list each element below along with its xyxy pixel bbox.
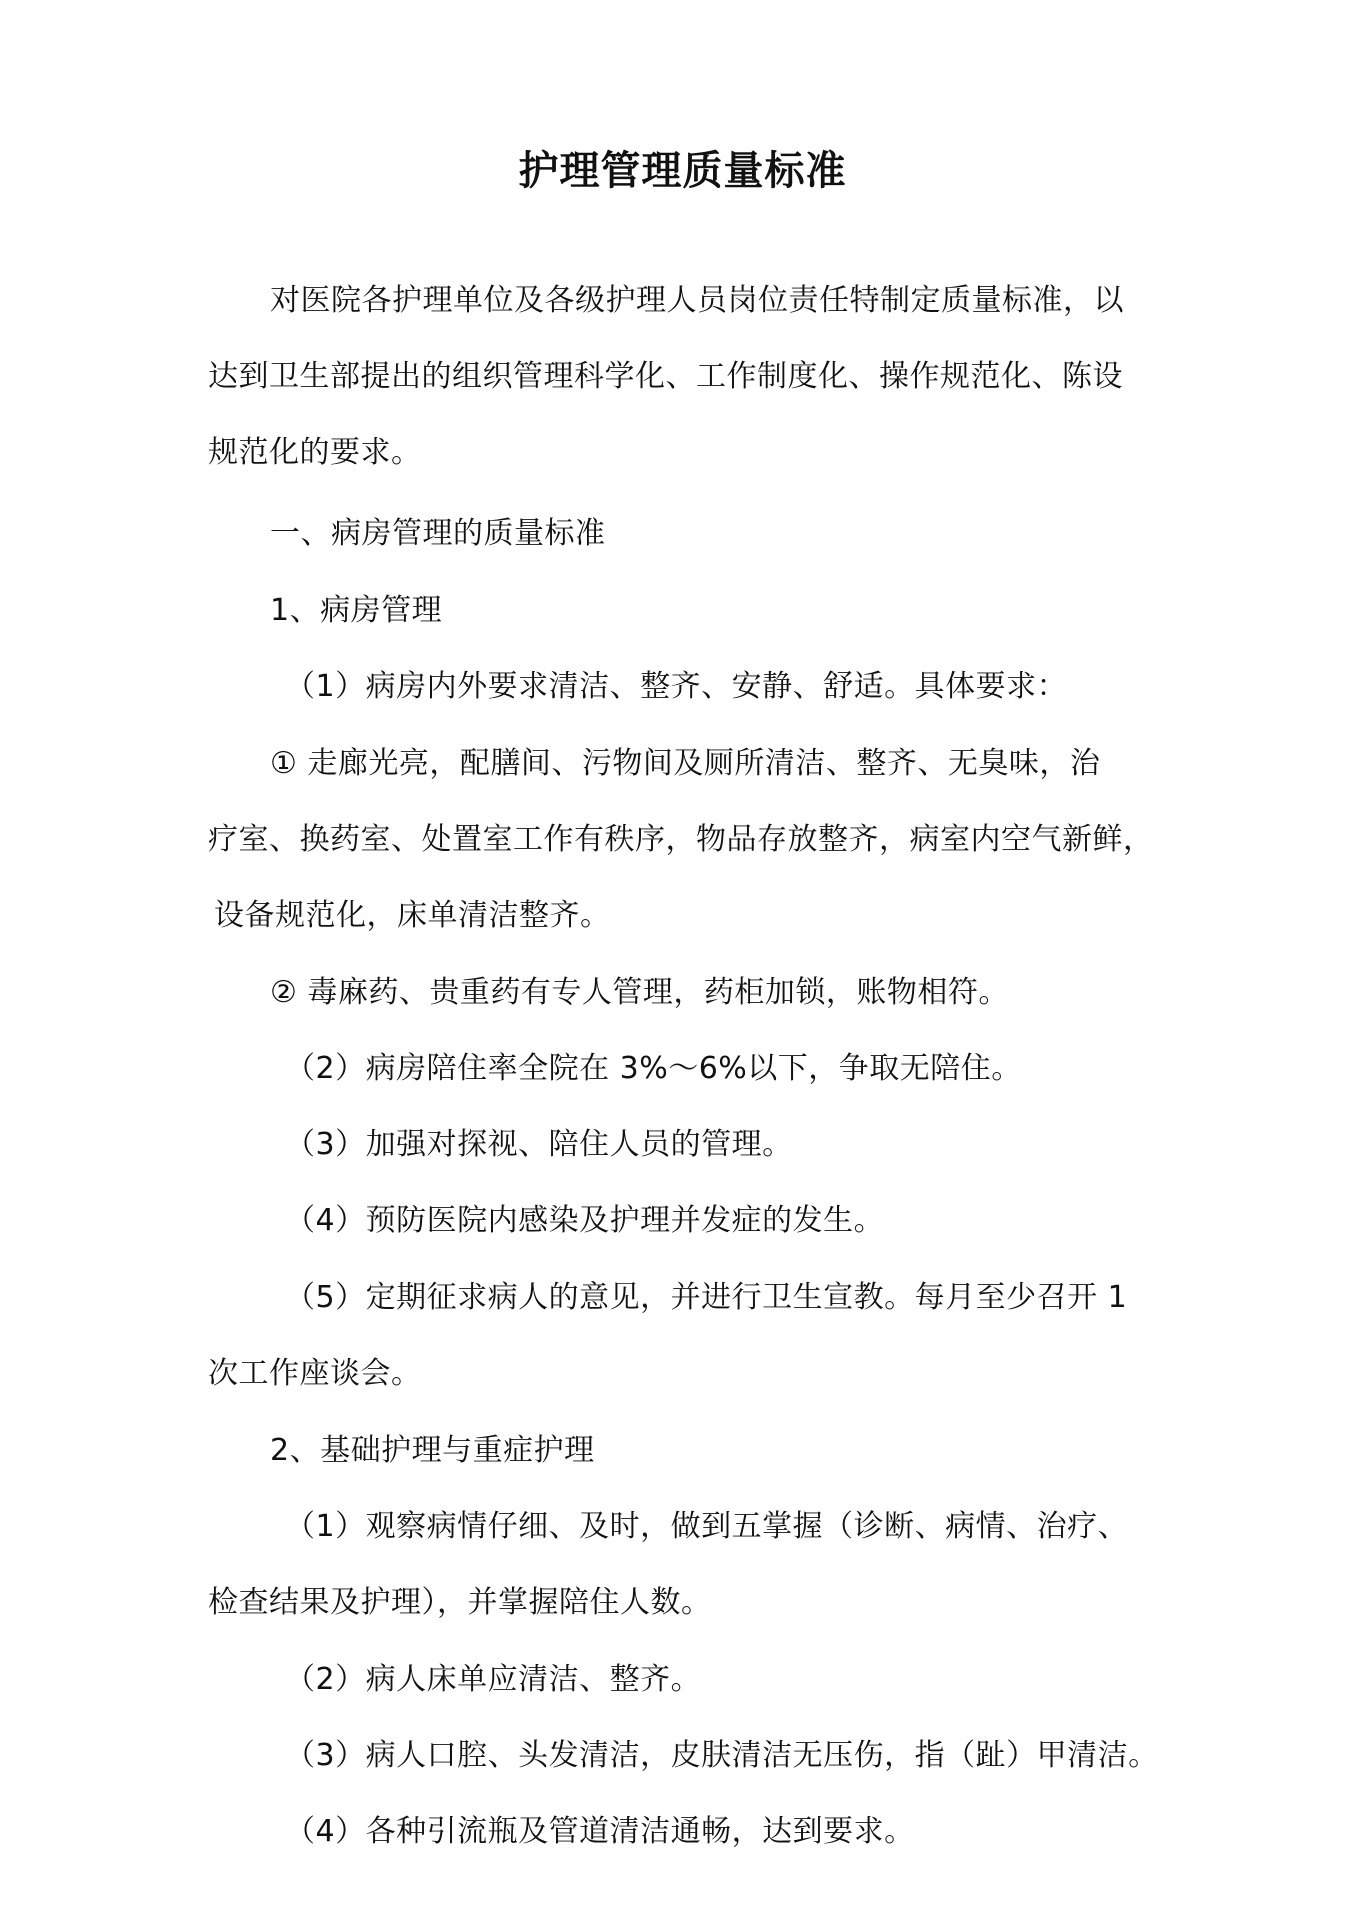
list-item: （5）定期征求病人的意见，并进行卫生宣教。每月至少召开 1 [285,1280,1128,1315]
paragraph-line: 规范化的要求。 [208,435,422,470]
list-item: （3）病人口腔、头发清洁，皮肤清洁无压伤，指（趾）甲清洁。 [285,1738,1159,1773]
paragraph-line: 对医院各护理单位及各级护理人员岗位责任特制定质量标准，以 [270,283,1124,318]
subsection-heading: 1、病房管理 [270,593,443,628]
list-item: （2）病人床单应清洁、整齐。 [285,1662,702,1697]
paragraph-line: 检查结果及护理），并掌握陪住人数。 [208,1585,712,1620]
paragraph-line: 达到卫生部提出的组织管理科学化、工作制度化、操作规范化、陈设 [208,359,1123,394]
list-item: （2）病房陪住率全院在 3%～6%以下，争取无陪住。 [285,1051,1022,1086]
section-heading: 一、病房管理的质量标准 [270,516,606,551]
list-item: （4）各种引流瓶及管道清洁通畅，达到要求。 [285,1814,915,1849]
subsection-heading: 2、基础护理与重症护理 [270,1433,595,1468]
list-item: ① 走廊光亮，配膳间、污物间及厕所清洁、整齐、无臭味，治 [270,746,1101,781]
list-item: （1）观察病情仔细、及时，做到五掌握（诊断、病情、治疗、 [285,1509,1129,1544]
paragraph-line: 疗室、换药室、处置室工作有秩序，物品存放整齐，病室内空气新鲜， [208,822,1154,857]
document-title: 护理管理质量标准 [518,148,847,194]
list-item: （1）病房内外要求清洁、整齐、安静、舒适。具体要求： [285,669,1068,704]
paragraph-line: 次工作座谈会。 [208,1356,422,1391]
list-item: （4）预防医院内感染及护理并发症的发生。 [285,1203,885,1238]
list-item: ② 毒麻药、贵重药有专人管理，药柜加锁，账物相符。 [270,975,1009,1010]
paragraph-line: 设备规范化，床单清洁整齐。 [214,898,611,933]
list-item: （3）加强对探视、陪住人员的管理。 [285,1127,793,1162]
